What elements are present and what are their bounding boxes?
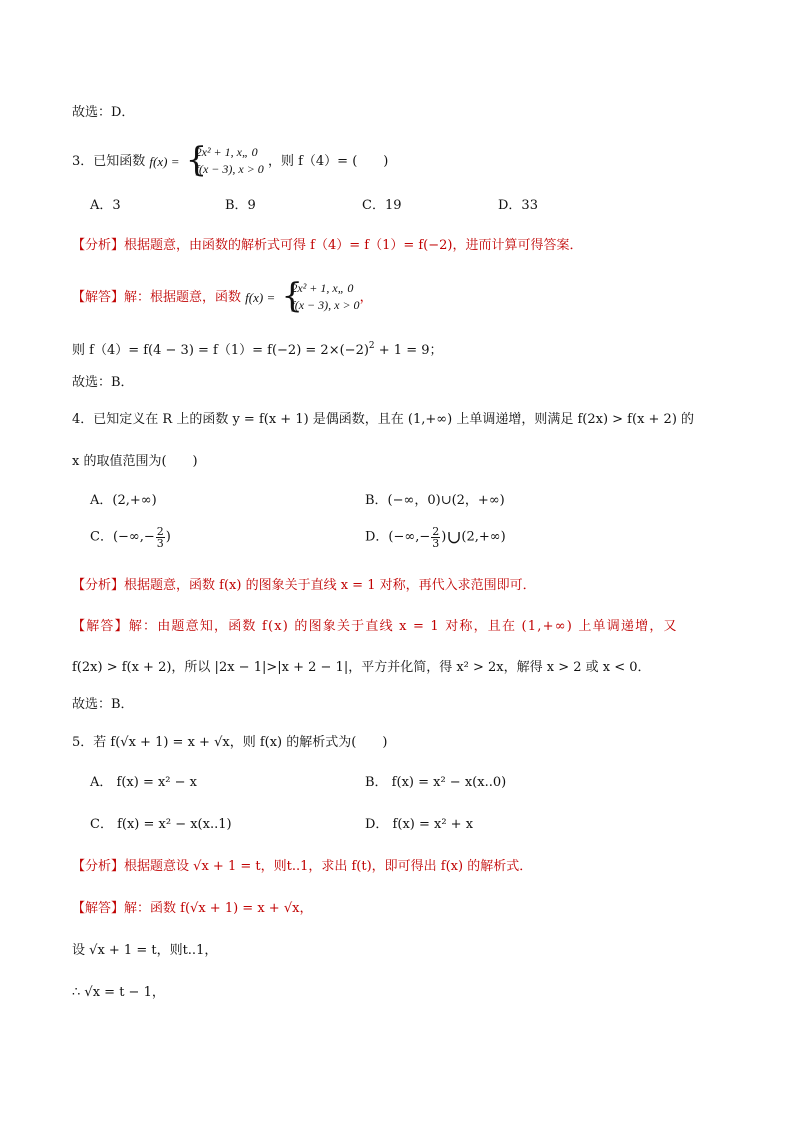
piecewise-function bbox=[185, 140, 264, 180]
answer-tag: 【解答】 bbox=[72, 290, 125, 305]
question-3-stem: 3．已知函数 bbox=[72, 154, 146, 169]
q5-option-b: B． f(x) = x² − x(x..0) bbox=[365, 775, 507, 790]
q3-calculation: 则 $f(4)= f(4 - 3) = f(1)= f(-2) = 2\times(-2)^2 + 1 = 9$； bbox=[72, 341, 443, 358]
q3-option-c: C．19 bbox=[362, 198, 402, 213]
sqrt-icon: √ bbox=[283, 901, 293, 916]
answer-tag: 【解答】 bbox=[72, 619, 129, 634]
question-5: 5．若 f(√x + 1) = x + √x，则 f(x) 的解析式为( ) bbox=[72, 735, 388, 750]
q4-choice: 故选：B． bbox=[72, 697, 134, 712]
sqrt-icon: √ bbox=[84, 985, 93, 1000]
question-4-line-1: 4．已知定义在 R 上的函数 y = f(x + 1) 是偶函数，且在 (1,+∞) 上单调递增，则满足 f(2x) > f(x + 2) 的 bbox=[72, 412, 695, 427]
therefore-icon: ∴ bbox=[72, 985, 85, 1000]
q4-option-d: D．(−∞,− $\frac{2}{3}$ )∪(2,+∞) bbox=[365, 525, 506, 550]
q3-option-b: B．9 bbox=[225, 198, 256, 213]
choice-line-prev: 故选：D． bbox=[72, 105, 135, 120]
q4-analysis: 【分析】根据题意，函数 f(x) 的图象关于直线 x = 1 对称，再代入求范围即可． bbox=[72, 578, 536, 593]
sqrt-icon: √ bbox=[190, 901, 199, 916]
analysis-tag: 【分析】 bbox=[72, 238, 125, 253]
function-lhs: f(x) = bbox=[149, 154, 180, 169]
sqrt-icon: √ bbox=[120, 735, 129, 750]
q5-answer: 【解答】解：函数 f(√x + 1) = x + √x， bbox=[72, 901, 313, 916]
left-brace-icon: { bbox=[281, 276, 304, 316]
piecewise-case-2: f(x − 3), x > 0 bbox=[195, 162, 264, 176]
question-3-tail: ，则 f（4）= ( ) bbox=[267, 154, 389, 169]
left-brace-icon: { bbox=[185, 140, 208, 180]
sqrt-icon: √ bbox=[193, 859, 202, 874]
fraction: $\frac{2}{3}$ bbox=[156, 525, 164, 550]
q3-answer: 【解答】解：根据题意，函数 f(x) = { 2x² + 1, x„ 0 f(x − 3), x > 0 ， bbox=[72, 276, 373, 316]
q5-substitution: 设 √x + 1 = t，则t..1， bbox=[72, 943, 218, 958]
analysis-tag: 【分析】 bbox=[72, 578, 125, 593]
piecewise-function-2: { 2x² + 1, x„ 0 f(x − 3), x > 0 bbox=[281, 276, 360, 316]
q5-option-d: D． f(x) = x² + x bbox=[365, 817, 474, 832]
q3-choice: 故选：B． bbox=[72, 375, 134, 390]
q4-answer: 【解答】解：由题意知，函数 f(x) 的图象关于直线 x = 1 对称，且在 (1,+∞) 上单调递增，又 bbox=[72, 619, 678, 634]
union-icon: ∪ bbox=[446, 527, 462, 548]
q4-option-b: B．(−∞，0)∪(2，+∞) bbox=[365, 493, 505, 508]
q3-option-a: A．3 bbox=[90, 198, 121, 213]
q4-option-a: A．(2,+∞) bbox=[90, 493, 157, 508]
answer-tag: 【解答】 bbox=[72, 901, 125, 916]
sqrt-icon: √ bbox=[89, 943, 98, 958]
q3-analysis: 【分析】根据题意，由函数的解析式可得 f（4）= f（1）= f(−2)，进而计算可得答案． bbox=[72, 238, 583, 253]
q5-therefore: ∴ √x = t − 1， bbox=[72, 985, 165, 1000]
q5-analysis: 【分析】根据题意设 √x + 1 = t，则t..1，求出 f(t)，即可得出 f(x) 的解析式． bbox=[72, 859, 533, 874]
question-4-line-2: x 的取值范围为( ) bbox=[72, 454, 198, 469]
q4-option-c: C．(−∞,− $\frac{2}{3}$ ) bbox=[90, 525, 171, 550]
q5-option-a: A． f(x) = x² − x bbox=[90, 775, 197, 790]
piecewise-case-1: 2x² + 1, x„ 0 bbox=[195, 145, 258, 159]
analysis-tag: 【分析】 bbox=[72, 859, 125, 874]
sqrt-icon: √ bbox=[214, 735, 223, 750]
q5-option-c: C． f(x) = x² − x(x..1) bbox=[90, 817, 232, 832]
q4-answer-2: f(2x) > f(x + 2)，所以 |2x − 1|>|x + 2 − 1|，平方并化简，得 x² > 2x，解得 x > 2 或 x < 0． bbox=[72, 660, 651, 675]
fraction: $\frac{2}{3}$ bbox=[432, 525, 440, 550]
question-3 bbox=[72, 140, 389, 180]
q3-option-d: D．33 bbox=[498, 198, 538, 213]
